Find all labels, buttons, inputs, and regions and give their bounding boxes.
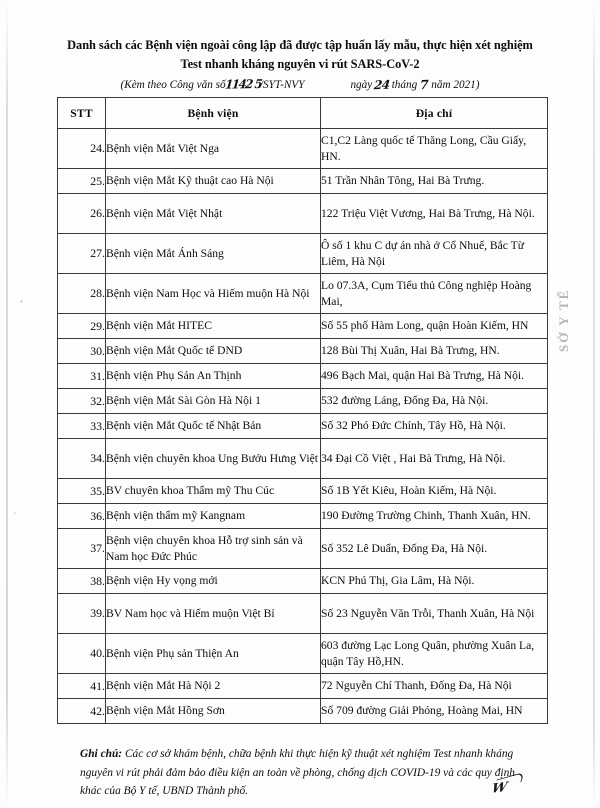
handwritten-document-number: 1142 5 bbox=[224, 76, 262, 92]
cell-stt: 36. bbox=[58, 504, 106, 529]
cell-hospital-name: Bệnh viện Mắt Ánh Sáng bbox=[106, 234, 321, 274]
table-row bbox=[58, 439, 548, 479]
handwritten-day: 24 bbox=[373, 77, 391, 93]
cell-stt: 38. bbox=[58, 569, 106, 594]
table-row bbox=[58, 234, 548, 274]
document-header bbox=[0, 36, 600, 93]
cell-hospital-name: Bệnh viện Nam Học và Hiếm muộn Hà Nội bbox=[106, 274, 321, 314]
cell-hospital-name: Bệnh viện chuyên khoa Hỗ trợ sinh sản và Nam học Đức Phúc bbox=[106, 529, 321, 569]
margin-stamp-ghost: SỞ Y TẾ bbox=[556, 288, 571, 352]
cell-hospital-name: Bệnh viện Mắt HITEC bbox=[106, 314, 321, 339]
scan-speck bbox=[20, 300, 23, 303]
cell-address: Số 32 Phó Đức Chính, Tây Hồ, Hà Nội. bbox=[321, 414, 548, 439]
cell-address: 128 Bùi Thị Xuân, Hai Bà Trưng, HN. bbox=[321, 339, 548, 364]
cell-hospital-name: Bệnh viện Mắt Quốc tế DND bbox=[106, 339, 321, 364]
cell-stt: 27. bbox=[58, 234, 106, 274]
cell-address: Số 352 Lê Duẩn, Đống Đa, Hà Nội. bbox=[321, 529, 548, 569]
cell-hospital-name: BV chuyên khoa Thẩm mỹ Thu Cúc bbox=[106, 479, 321, 504]
cell-stt: 37. bbox=[58, 529, 106, 569]
cell-address: 122 Triệu Việt Vương, Hai Bà Trưng, Hà Nội. bbox=[321, 194, 548, 234]
cell-hospital-name: Bệnh viện chuyên khoa Ung Bướu Hưng Việt bbox=[106, 439, 321, 479]
scan-speck bbox=[14, 512, 16, 514]
cell-hospital-name: BV Nam học và Hiếm muộn Việt Bỉ bbox=[106, 594, 321, 634]
document-title-line-2: Test nhanh kháng nguyên vi rút SARS-CoV-2 bbox=[180, 57, 420, 71]
cell-address: 532 đường Láng, Đống Đa, Hà Nội. bbox=[321, 389, 548, 414]
table-row bbox=[58, 594, 548, 634]
cell-hospital-name: Bệnh viện Mắt Hà Nội 2 bbox=[106, 674, 321, 699]
table-row bbox=[58, 169, 548, 194]
cell-hospital-name: Bệnh viện thẩm mỹ Kangnam bbox=[106, 504, 321, 529]
cell-address: 496 Bạch Mai, quận Hai Bà Trưng, Hà Nội. bbox=[321, 364, 548, 389]
cell-stt: 41. bbox=[58, 674, 106, 699]
cell-hospital-name: Bệnh viện Mắt Việt Nhật bbox=[106, 194, 321, 234]
cell-stt: 31. bbox=[58, 364, 106, 389]
cell-hospital-name: Bệnh viện Phụ sản Thiện An bbox=[106, 634, 321, 674]
cell-address: KCN Phú Thị, Gia Lâm, Hà Nội. bbox=[321, 569, 548, 594]
cell-stt: 33. bbox=[58, 414, 106, 439]
cell-address: 51 Trần Nhân Tông, Hai Bà Trưng. bbox=[321, 169, 548, 194]
subtitle-prefix: (Kèm theo Công văn số bbox=[120, 79, 226, 91]
table-row bbox=[58, 674, 548, 699]
cell-hospital-name: Bệnh viện Mắt Việt Nga bbox=[106, 129, 321, 169]
footer-note-text: Các cơ sở khám bệnh, chữa bệnh khi thực hiện kỹ thuật xét nghiệm Test nhanh kháng nguyên vi rút phải đảm bảo điều kiện an toàn về phòng, chống dịch COVID-19 và các quy định khác của Bộ Y tế, UBND Thành phố. bbox=[80, 748, 515, 797]
cell-address: 34 Đại Cồ Việt , Hai Bà Trưng, Hà Nội. bbox=[321, 439, 548, 479]
document-title-line-1: Danh sách các Bệnh viện ngoài công lập đã được tập huấn lấy mẫu, thực hiện xét nghiệm bbox=[67, 38, 533, 52]
cell-address: Ô số 1 khu C dự án nhà ở Cổ Nhuế, Bắc Từ Liêm, Hà Nội bbox=[321, 234, 548, 274]
cell-stt: 29. bbox=[58, 314, 106, 339]
table-row bbox=[58, 699, 548, 724]
subtitle-year-label: năm 2021) bbox=[431, 79, 480, 91]
table-row bbox=[58, 339, 548, 364]
cell-stt: 34. bbox=[58, 439, 106, 479]
footer-note-label: Ghi chú: bbox=[80, 748, 125, 760]
cell-address: 603 đường Lạc Long Quân, phường Xuân La, quận Tây Hồ,HN. bbox=[321, 634, 548, 674]
cell-address: 72 Nguyễn Chí Thanh, Đống Đa, Hà Nội bbox=[321, 674, 548, 699]
scan-edge-artifact-left bbox=[6, 0, 8, 808]
cell-hospital-name: Bệnh viện Mắt Quốc tế Nhật Bản bbox=[106, 414, 321, 439]
cell-stt: 26. bbox=[58, 194, 106, 234]
hospital-table-container bbox=[57, 97, 547, 724]
column-header-stt: STT bbox=[58, 98, 106, 129]
table-row bbox=[58, 569, 548, 594]
table-row bbox=[58, 364, 548, 389]
handwritten-month: 7 bbox=[420, 76, 429, 93]
cell-stt: 25. bbox=[58, 169, 106, 194]
cell-hospital-name: Bệnh viện Mắt Hồng Sơn bbox=[106, 699, 321, 724]
hospital-listing-table bbox=[57, 97, 548, 724]
cell-stt: 40. bbox=[58, 634, 106, 674]
table-row bbox=[58, 129, 548, 169]
subtitle-month-label: tháng bbox=[391, 79, 418, 91]
column-header-address: Địa chỉ bbox=[321, 98, 548, 129]
cell-address: Số 23 Nguyễn Văn Trỗi, Thanh Xuân, Hà Nội bbox=[321, 594, 548, 634]
scan-edge-artifact-right bbox=[593, 0, 595, 808]
cell-stt: 24. bbox=[58, 129, 106, 169]
document-subtitle bbox=[0, 77, 600, 93]
cell-address: Số 55 phố Hàm Long, quận Hoàn Kiếm, HN bbox=[321, 314, 548, 339]
column-header-hospital: Bệnh viện bbox=[106, 98, 321, 129]
table-header-row bbox=[58, 98, 548, 129]
cell-hospital-name: Bệnh viện Mắt Kỹ thuật cao Hà Nội bbox=[106, 169, 321, 194]
cell-address: C1,C2 Làng quốc tế Thăng Long, Cầu Giấy, HN. bbox=[321, 129, 548, 169]
cell-address: Lo 07.3A, Cụm Tiểu thủ Công nghiệp Hoàng Mai, bbox=[321, 274, 548, 314]
cell-hospital-name: Bệnh viện Phụ Sản An Thịnh bbox=[106, 364, 321, 389]
table-row bbox=[58, 414, 548, 439]
cell-address: 190 Đường Trường Chinh, Thanh Xuân, HN. bbox=[321, 504, 548, 529]
cell-address: Số 709 đường Giải Phóng, Hoàng Mai, HN bbox=[321, 699, 548, 724]
table-row bbox=[58, 504, 548, 529]
footer-note bbox=[80, 745, 538, 801]
table-row bbox=[58, 194, 548, 234]
cell-stt: 35. bbox=[58, 479, 106, 504]
cell-address: Số 1B Yết Kiêu, Hoàn Kiếm, Hà Nội. bbox=[321, 479, 548, 504]
cell-stt: 42. bbox=[58, 699, 106, 724]
table-row bbox=[58, 274, 548, 314]
table-body bbox=[58, 129, 548, 724]
table-row bbox=[58, 634, 548, 674]
subtitle-doc-suffix: /SYT-NVY bbox=[259, 79, 305, 91]
table-row bbox=[58, 389, 548, 414]
cell-stt: 39. bbox=[58, 594, 106, 634]
cell-stt: 32. bbox=[58, 389, 106, 414]
handwritten-initials: W bbox=[490, 780, 507, 797]
table-row bbox=[58, 529, 548, 569]
table-row bbox=[58, 314, 548, 339]
cell-hospital-name: Bệnh viện Mắt Sài Gòn Hà Nội 1 bbox=[106, 389, 321, 414]
cell-hospital-name: Bệnh viện Hy vọng mới bbox=[106, 569, 321, 594]
cell-stt: 28. bbox=[58, 274, 106, 314]
subtitle-date-label: ngày bbox=[350, 79, 373, 91]
table-row bbox=[58, 479, 548, 504]
cell-stt: 30. bbox=[58, 339, 106, 364]
